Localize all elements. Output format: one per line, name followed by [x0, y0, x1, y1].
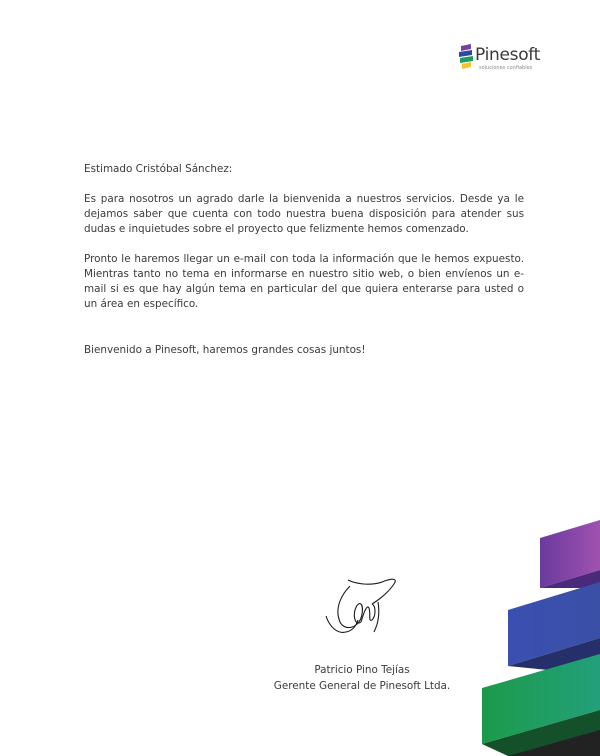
signer-name: Patricio Pino Tejías — [314, 664, 410, 676]
logo-tagline: soluciones confiables — [479, 65, 533, 71]
letter-greeting: Estimado Cristóbal Sánchez: — [84, 163, 233, 175]
pinesoft-logo-icon — [458, 44, 474, 72]
company-logo — [458, 44, 558, 74]
letter-paragraph-2: Pronto le haremos llegar un e-mail con toda la información que le hemos expuesto. Mientras tanto no tema en informarse en nuestro sitio web, o bien envíenos un e-mail si es que hay algún tema en particular del que quiera enterarse para usted o un área en específico. — [84, 253, 524, 310]
letter-closing: Bienvenido a Pinesoft, haremos grandes cosas juntos! — [84, 344, 366, 356]
signer-title: Gerente General de Pinesoft Ltda. — [273, 680, 451, 692]
decorative-ribbons — [478, 520, 600, 756]
handwritten-signature — [312, 576, 404, 638]
letter-body — [84, 162, 524, 373]
signer-block — [252, 662, 472, 694]
letter-paragraph-1: Es para nosotros un agrado darle la bienvenida a nuestros servicios. Desde ya le dejamos saber que cuenta con todo nuestra buena disposición para atender sus dudas e inquietudes sobre el proyecto que felizmente hemos comenzado. — [84, 193, 524, 235]
logo-name: Pinesoft — [475, 45, 541, 65]
